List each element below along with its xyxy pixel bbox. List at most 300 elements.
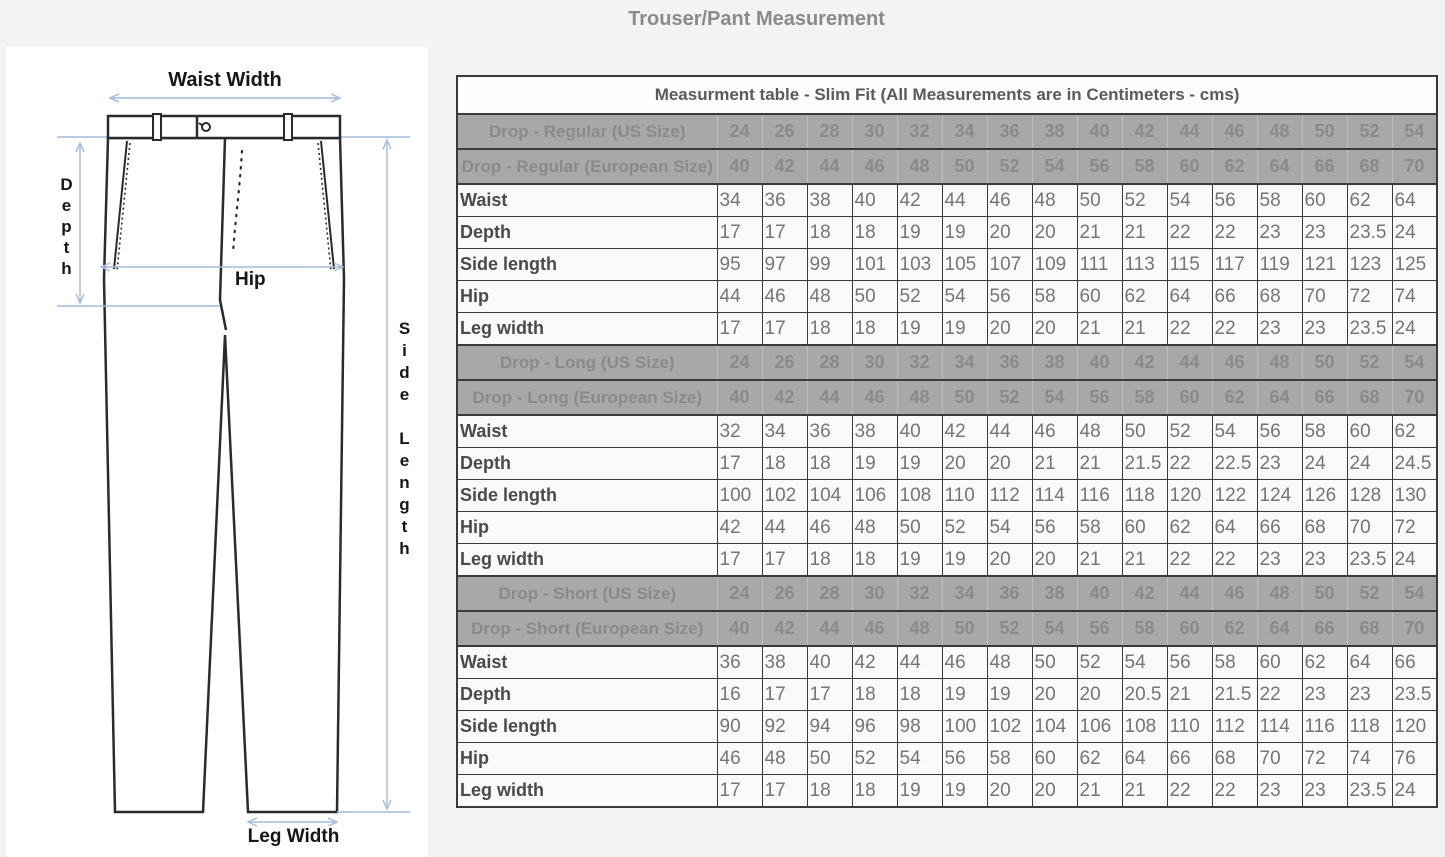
section-0-row-0-cell-2: 38 [807, 184, 852, 217]
section-0-row-0-cell-4: 42 [897, 184, 942, 217]
section-0-us-size-7: 38 [1032, 114, 1077, 149]
section-0-row-3-cell-15: 74 [1392, 281, 1437, 313]
section-2-row-3-cell-4: 54 [897, 743, 942, 775]
section-1-row-3-cell-5: 52 [942, 512, 987, 544]
section-2-us-size-row [457, 576, 1437, 611]
section-0-row-0-cell-14: 62 [1347, 184, 1392, 217]
section-2-row-2-cell-10: 110 [1167, 711, 1212, 743]
section-1-row-1-label: Depth [457, 448, 717, 480]
section-1-row-3-label: Hip [457, 512, 717, 544]
section-2-row-1-cell-11: 21.5 [1212, 679, 1257, 711]
section-1-row-2-cell-5: 110 [942, 480, 987, 512]
section-2-row-4-cell-4: 19 [897, 775, 942, 808]
section-1-row-4-cell-10: 22 [1167, 544, 1212, 577]
section-2-us-size-14: 52 [1347, 576, 1392, 611]
section-0-row-1-cell-8: 21 [1077, 217, 1122, 249]
section-2-row-2-cell-0: 90 [717, 711, 762, 743]
section-0-eu-size-label: Drop - Regular (European Size) [457, 149, 717, 184]
section-0-row-1-cell-7: 20 [1032, 217, 1077, 249]
section-0-us-size-14: 52 [1347, 114, 1392, 149]
section-0-us-size-3: 30 [852, 114, 897, 149]
section-1-row-4-cell-0: 17 [717, 544, 762, 577]
section-2-row-2-cell-7: 104 [1032, 711, 1077, 743]
section-0-row-1-cell-1: 17 [762, 217, 807, 249]
section-2-eu-size-2: 44 [807, 611, 852, 646]
section-0-row-3-cell-2: 48 [807, 281, 852, 313]
section-2-us-size-13: 50 [1302, 576, 1347, 611]
section-2-row-2 [457, 711, 1437, 743]
section-1-row-2-cell-3: 106 [852, 480, 897, 512]
section-1-row-0-cell-1: 34 [762, 415, 807, 448]
section-0-row-0-cell-13: 60 [1302, 184, 1347, 217]
section-0-row-1-cell-3: 18 [852, 217, 897, 249]
section-2-eu-size-0: 40 [717, 611, 762, 646]
leg-width-label: Leg Width [247, 826, 340, 847]
section-2-row-4-cell-6: 20 [987, 775, 1032, 808]
trouser-diagram-panel [6, 47, 428, 857]
section-1-eu-size-5: 50 [942, 380, 987, 415]
section-2-us-size-12: 48 [1257, 576, 1302, 611]
section-1-us-size-11: 46 [1212, 345, 1257, 380]
section-2-eu-size-4: 48 [897, 611, 942, 646]
section-1-row-0-label: Waist [457, 415, 717, 448]
section-2-eu-size-6: 52 [987, 611, 1032, 646]
trouser-outline [104, 114, 344, 812]
section-1-row-4-cell-9: 21 [1122, 544, 1167, 577]
section-1-row-2-cell-10: 120 [1167, 480, 1212, 512]
section-0-row-4-cell-0: 17 [717, 313, 762, 346]
section-1-row-2-cell-9: 118 [1122, 480, 1167, 512]
section-0-us-size-0: 24 [717, 114, 762, 149]
section-2-row-3-cell-11: 68 [1212, 743, 1257, 775]
section-1-row-1-cell-6: 20 [987, 448, 1032, 480]
section-2-row-1-cell-4: 18 [897, 679, 942, 711]
section-2-row-1-cell-5: 19 [942, 679, 987, 711]
section-0-row-0-cell-9: 52 [1122, 184, 1167, 217]
section-0-row-4-cell-6: 20 [987, 313, 1032, 346]
section-1-row-4-cell-8: 21 [1077, 544, 1122, 577]
section-2-row-3-cell-13: 72 [1302, 743, 1347, 775]
section-0-row-4-cell-11: 22 [1212, 313, 1257, 346]
section-1-row-3-cell-10: 62 [1167, 512, 1212, 544]
section-2-row-1 [457, 679, 1437, 711]
section-0-row-4-label: Leg width [457, 313, 717, 346]
section-2-row-3-cell-2: 50 [807, 743, 852, 775]
section-1-row-0-cell-9: 50 [1122, 415, 1167, 448]
waist-width-arrow [110, 94, 340, 102]
section-1-row-4-cell-6: 20 [987, 544, 1032, 577]
section-1-row-1-cell-3: 19 [852, 448, 897, 480]
section-2-row-1-cell-6: 19 [987, 679, 1032, 711]
section-0-row-0-cell-0: 34 [717, 184, 762, 217]
section-0-eu-size-6: 52 [987, 149, 1032, 184]
section-1-row-1-cell-0: 17 [717, 448, 762, 480]
section-2-row-0-cell-10: 56 [1167, 646, 1212, 679]
button-icon [202, 123, 210, 131]
section-2-row-3-cell-8: 62 [1077, 743, 1122, 775]
section-2-row-4-cell-14: 23.5 [1347, 775, 1392, 808]
section-1-row-4-cell-5: 19 [942, 544, 987, 577]
section-1-row-1-cell-1: 18 [762, 448, 807, 480]
section-1-row-4-cell-3: 18 [852, 544, 897, 577]
section-1-row-1-cell-11: 22.5 [1212, 448, 1257, 480]
section-2-row-4-cell-11: 22 [1212, 775, 1257, 808]
section-1-row-4-cell-1: 17 [762, 544, 807, 577]
section-1-eu-size-10: 60 [1167, 380, 1212, 415]
hip-label: Hip [235, 269, 266, 290]
section-0-eu-size-0: 40 [717, 149, 762, 184]
section-0-eu-size-3: 46 [852, 149, 897, 184]
section-0-row-2-cell-0: 95 [717, 249, 762, 281]
section-1-row-4 [457, 544, 1437, 577]
section-1-row-3-cell-15: 72 [1392, 512, 1437, 544]
section-1-us-size-6: 36 [987, 345, 1032, 380]
section-0-us-size-label: Drop - Regular (US Size) [457, 114, 717, 149]
section-2-row-1-cell-9: 20.5 [1122, 679, 1167, 711]
section-1-row-2-cell-0: 100 [717, 480, 762, 512]
section-0-us-size-8: 40 [1077, 114, 1122, 149]
section-2-row-4-cell-1: 17 [762, 775, 807, 808]
trouser-body [104, 138, 344, 812]
section-0-eu-size-11: 62 [1212, 149, 1257, 184]
measurement-table-panel [456, 75, 1438, 808]
section-1-row-2-label: Side length [457, 480, 717, 512]
section-1-row-3-cell-2: 46 [807, 512, 852, 544]
section-1-row-1-cell-5: 20 [942, 448, 987, 480]
section-1-us-size-14: 52 [1347, 345, 1392, 380]
section-0-row-3-cell-10: 64 [1167, 281, 1212, 313]
section-1-eu-size-label: Drop - Long (European Size) [457, 380, 717, 415]
section-2-row-1-cell-3: 18 [852, 679, 897, 711]
depth-label: Depth [57, 175, 76, 280]
section-1-row-0-cell-2: 36 [807, 415, 852, 448]
section-1-row-0-cell-7: 46 [1032, 415, 1077, 448]
section-1-row-3-cell-9: 60 [1122, 512, 1167, 544]
section-1-eu-size-12: 64 [1257, 380, 1302, 415]
section-0-row-4-cell-3: 18 [852, 313, 897, 346]
section-0-us-size-15: 54 [1392, 114, 1437, 149]
section-2-row-3-cell-12: 70 [1257, 743, 1302, 775]
section-0-row-4-cell-2: 18 [807, 313, 852, 346]
section-0-row-1-cell-12: 23 [1257, 217, 1302, 249]
section-2-eu-size-14: 68 [1347, 611, 1392, 646]
section-1-row-1-cell-9: 21.5 [1122, 448, 1167, 480]
section-0-row-3-cell-6: 56 [987, 281, 1032, 313]
section-1-eu-size-13: 66 [1302, 380, 1347, 415]
section-2-row-2-cell-5: 100 [942, 711, 987, 743]
section-1-row-1-cell-2: 18 [807, 448, 852, 480]
section-2-row-3-cell-7: 60 [1032, 743, 1077, 775]
section-2-row-2-label: Side length [457, 711, 717, 743]
section-0-row-3-label: Hip [457, 281, 717, 313]
section-0-row-2-cell-14: 123 [1347, 249, 1392, 281]
section-2-row-2-cell-6: 102 [987, 711, 1032, 743]
section-2-us-size-0: 24 [717, 576, 762, 611]
section-0-row-1-cell-14: 23.5 [1347, 217, 1392, 249]
section-2-row-2-cell-9: 108 [1122, 711, 1167, 743]
section-1-eu-size-9: 58 [1122, 380, 1167, 415]
section-1-row-3-cell-0: 42 [717, 512, 762, 544]
section-2-us-size-7: 38 [1032, 576, 1077, 611]
section-1-row-4-cell-14: 23.5 [1347, 544, 1392, 577]
section-1-us-size-12: 48 [1257, 345, 1302, 380]
section-2-row-3-cell-9: 64 [1122, 743, 1167, 775]
section-0-row-4-cell-8: 21 [1077, 313, 1122, 346]
page-title: Trouser/Pant Measurement [628, 8, 885, 30]
section-0-row-4-cell-12: 23 [1257, 313, 1302, 346]
section-0-row-3-cell-8: 60 [1077, 281, 1122, 313]
section-1-us-size-1: 26 [762, 345, 807, 380]
section-0-row-2-cell-4: 103 [897, 249, 942, 281]
section-0-row-1-cell-6: 20 [987, 217, 1032, 249]
section-0-row-2-cell-1: 97 [762, 249, 807, 281]
section-0-row-2-cell-12: 119 [1257, 249, 1302, 281]
measurement-table [456, 75, 1438, 808]
section-0-eu-size-14: 68 [1347, 149, 1392, 184]
section-0-row-4-cell-5: 19 [942, 313, 987, 346]
section-0-eu-size-7: 54 [1032, 149, 1077, 184]
section-2-row-3-cell-1: 48 [762, 743, 807, 775]
section-0-row-0-cell-15: 64 [1392, 184, 1437, 217]
section-1-eu-size-2: 44 [807, 380, 852, 415]
section-0-row-2-cell-2: 99 [807, 249, 852, 281]
section-2-row-3 [457, 743, 1437, 775]
section-0-row-3-cell-12: 68 [1257, 281, 1302, 313]
section-0-us-size-13: 50 [1302, 114, 1347, 149]
section-2-us-size-15: 54 [1392, 576, 1437, 611]
section-0-eu-size-9: 58 [1122, 149, 1167, 184]
section-0-eu-size-row [457, 149, 1437, 184]
section-2-us-size-label: Drop - Short (US Size) [457, 576, 717, 611]
section-1-eu-size-4: 48 [897, 380, 942, 415]
section-0-row-2-cell-5: 105 [942, 249, 987, 281]
section-1-eu-size-15: 70 [1392, 380, 1437, 415]
section-2-row-0-cell-3: 42 [852, 646, 897, 679]
section-2-row-0-cell-4: 44 [897, 646, 942, 679]
section-2-row-0-cell-12: 60 [1257, 646, 1302, 679]
section-0-row-0-label: Waist [457, 184, 717, 217]
section-0-row-4-cell-7: 20 [1032, 313, 1077, 346]
section-2-row-1-cell-0: 16 [717, 679, 762, 711]
section-2-row-2-cell-12: 114 [1257, 711, 1302, 743]
section-1-row-3-cell-8: 58 [1077, 512, 1122, 544]
section-0-row-1-cell-10: 22 [1167, 217, 1212, 249]
section-1-us-size-5: 34 [942, 345, 987, 380]
section-0-row-0-cell-12: 58 [1257, 184, 1302, 217]
section-2-eu-size-8: 56 [1077, 611, 1122, 646]
section-2-row-0-cell-2: 40 [807, 646, 852, 679]
section-0-us-size-row [457, 114, 1437, 149]
section-1-row-0-cell-11: 54 [1212, 415, 1257, 448]
section-1-eu-size-6: 52 [987, 380, 1032, 415]
section-1-row-0-cell-8: 48 [1077, 415, 1122, 448]
section-2-eu-size-12: 64 [1257, 611, 1302, 646]
section-0-us-size-9: 42 [1122, 114, 1167, 149]
section-2-row-2-cell-4: 98 [897, 711, 942, 743]
section-0-us-size-12: 48 [1257, 114, 1302, 149]
section-0-row-0-cell-11: 56 [1212, 184, 1257, 217]
section-0-row-0-cell-5: 44 [942, 184, 987, 217]
section-1-row-1-cell-4: 19 [897, 448, 942, 480]
section-1-eu-size-row [457, 380, 1437, 415]
section-1-us-size-10: 44 [1167, 345, 1212, 380]
section-0-row-1-cell-4: 19 [897, 217, 942, 249]
section-0-row-0-cell-10: 54 [1167, 184, 1212, 217]
section-2-row-1-cell-12: 22 [1257, 679, 1302, 711]
section-2-eu-size-label: Drop - Short (European Size) [457, 611, 717, 646]
section-0-row-1-cell-9: 21 [1122, 217, 1167, 249]
section-0-row-3 [457, 281, 1437, 313]
trouser-diagram [6, 47, 428, 857]
section-1-us-size-4: 32 [897, 345, 942, 380]
section-2-row-1-cell-7: 20 [1032, 679, 1077, 711]
section-1-row-0-cell-13: 58 [1302, 415, 1347, 448]
section-1-row-0-cell-14: 60 [1347, 415, 1392, 448]
section-2-us-size-2: 28 [807, 576, 852, 611]
section-1-row-3-cell-3: 48 [852, 512, 897, 544]
section-2-row-4-cell-9: 21 [1122, 775, 1167, 808]
section-0-eu-size-12: 64 [1257, 149, 1302, 184]
section-1-row-2-cell-15: 130 [1392, 480, 1437, 512]
section-2-us-size-8: 40 [1077, 576, 1122, 611]
section-2-eu-size-9: 58 [1122, 611, 1167, 646]
section-1-us-size-15: 54 [1392, 345, 1437, 380]
section-1-us-size-9: 42 [1122, 345, 1167, 380]
section-1-row-2-cell-11: 122 [1212, 480, 1257, 512]
section-2-row-3-cell-3: 52 [852, 743, 897, 775]
section-0-row-2-cell-10: 115 [1167, 249, 1212, 281]
section-1-row-1 [457, 448, 1437, 480]
section-1-row-3-cell-13: 68 [1302, 512, 1347, 544]
section-2-row-4-cell-8: 21 [1077, 775, 1122, 808]
section-2-row-4-cell-12: 23 [1257, 775, 1302, 808]
section-0-row-4-cell-15: 24 [1392, 313, 1437, 346]
section-2-row-0-cell-13: 62 [1302, 646, 1347, 679]
section-2-row-3-cell-14: 74 [1347, 743, 1392, 775]
section-2-row-0-cell-0: 36 [717, 646, 762, 679]
waistband [108, 116, 340, 138]
section-0-row-0-cell-8: 50 [1077, 184, 1122, 217]
section-1-eu-size-3: 46 [852, 380, 897, 415]
section-2-eu-size-3: 46 [852, 611, 897, 646]
section-0-us-size-4: 32 [897, 114, 942, 149]
section-2-row-1-cell-10: 21 [1167, 679, 1212, 711]
section-2-row-2-cell-15: 120 [1392, 711, 1437, 743]
section-1-row-1-cell-15: 24.5 [1392, 448, 1437, 480]
section-1-row-1-cell-13: 24 [1302, 448, 1347, 480]
side-length-label: Side Length [395, 319, 414, 561]
section-2-row-0-cell-11: 58 [1212, 646, 1257, 679]
section-0-us-size-2: 28 [807, 114, 852, 149]
section-0-row-0 [457, 184, 1437, 217]
section-1-row-0-cell-3: 38 [852, 415, 897, 448]
section-1-row-4-cell-12: 23 [1257, 544, 1302, 577]
section-0-row-3-cell-4: 52 [897, 281, 942, 313]
section-2-row-4-cell-10: 22 [1167, 775, 1212, 808]
section-0-eu-size-4: 48 [897, 149, 942, 184]
section-2-row-3-cell-0: 46 [717, 743, 762, 775]
section-0-row-2 [457, 249, 1437, 281]
section-2-row-0-cell-7: 50 [1032, 646, 1077, 679]
section-1-row-4-cell-15: 24 [1392, 544, 1437, 577]
section-1-row-4-label: Leg width [457, 544, 717, 577]
section-2-row-3-label: Hip [457, 743, 717, 775]
section-0-us-size-5: 34 [942, 114, 987, 149]
section-1-row-0-cell-4: 40 [897, 415, 942, 448]
section-1-row-2 [457, 480, 1437, 512]
section-1-eu-size-1: 42 [762, 380, 807, 415]
section-0-row-0-cell-6: 46 [987, 184, 1032, 217]
section-0-row-2-cell-15: 125 [1392, 249, 1437, 281]
measurement-table-body [457, 76, 1437, 807]
section-2-row-1-cell-8: 20 [1077, 679, 1122, 711]
section-2-row-3-cell-10: 66 [1167, 743, 1212, 775]
section-1-row-3-cell-11: 64 [1212, 512, 1257, 544]
section-2-row-4-cell-3: 18 [852, 775, 897, 808]
section-0-us-size-11: 46 [1212, 114, 1257, 149]
section-0-row-3-cell-13: 70 [1302, 281, 1347, 313]
section-0-eu-size-8: 56 [1077, 149, 1122, 184]
section-2-row-4-cell-15: 24 [1392, 775, 1437, 808]
section-0-row-1-cell-13: 23 [1302, 217, 1347, 249]
section-1-row-1-cell-7: 21 [1032, 448, 1077, 480]
section-0-eu-size-5: 50 [942, 149, 987, 184]
section-0-row-2-cell-6: 107 [987, 249, 1032, 281]
section-2-us-size-3: 30 [852, 576, 897, 611]
section-0-row-2-cell-13: 121 [1302, 249, 1347, 281]
section-0-eu-size-1: 42 [762, 149, 807, 184]
section-2-row-1-cell-14: 23 [1347, 679, 1392, 711]
section-2-row-2-cell-2: 94 [807, 711, 852, 743]
section-0-row-4-cell-9: 21 [1122, 313, 1167, 346]
section-0-row-2-cell-8: 111 [1077, 249, 1122, 281]
section-2-row-0-cell-6: 48 [987, 646, 1032, 679]
section-2-row-2-cell-8: 106 [1077, 711, 1122, 743]
section-1-row-4-cell-2: 18 [807, 544, 852, 577]
section-0-eu-size-13: 66 [1302, 149, 1347, 184]
section-0-row-4-cell-10: 22 [1167, 313, 1212, 346]
section-1-row-3-cell-1: 44 [762, 512, 807, 544]
section-0-row-2-cell-7: 109 [1032, 249, 1077, 281]
section-1-us-size-8: 40 [1077, 345, 1122, 380]
section-0-row-4-cell-13: 23 [1302, 313, 1347, 346]
section-1-row-0-cell-15: 62 [1392, 415, 1437, 448]
section-2-row-0 [457, 646, 1437, 679]
section-0-row-1-cell-0: 17 [717, 217, 762, 249]
section-2-us-size-6: 36 [987, 576, 1032, 611]
section-1-row-2-cell-8: 116 [1077, 480, 1122, 512]
section-2-row-4-cell-7: 20 [1032, 775, 1077, 808]
section-0-row-0-cell-7: 48 [1032, 184, 1077, 217]
section-2-row-2-cell-13: 116 [1302, 711, 1347, 743]
section-1-eu-size-8: 56 [1077, 380, 1122, 415]
section-1-row-1-cell-10: 22 [1167, 448, 1212, 480]
section-0-row-3-cell-1: 46 [762, 281, 807, 313]
section-1-row-2-cell-14: 128 [1347, 480, 1392, 512]
section-2-row-0-cell-15: 66 [1392, 646, 1437, 679]
section-0-row-0-cell-3: 40 [852, 184, 897, 217]
section-1-row-1-cell-8: 21 [1077, 448, 1122, 480]
table-title-row [457, 76, 1437, 114]
section-1-row-1-cell-14: 24 [1347, 448, 1392, 480]
section-2-eu-size-5: 50 [942, 611, 987, 646]
section-2-row-4-cell-2: 18 [807, 775, 852, 808]
section-2-row-2-cell-14: 118 [1347, 711, 1392, 743]
waist-width-label: Waist Width [168, 69, 282, 91]
section-1-row-0-cell-10: 52 [1167, 415, 1212, 448]
section-2-eu-size-15: 70 [1392, 611, 1437, 646]
section-1-row-2-cell-12: 124 [1257, 480, 1302, 512]
